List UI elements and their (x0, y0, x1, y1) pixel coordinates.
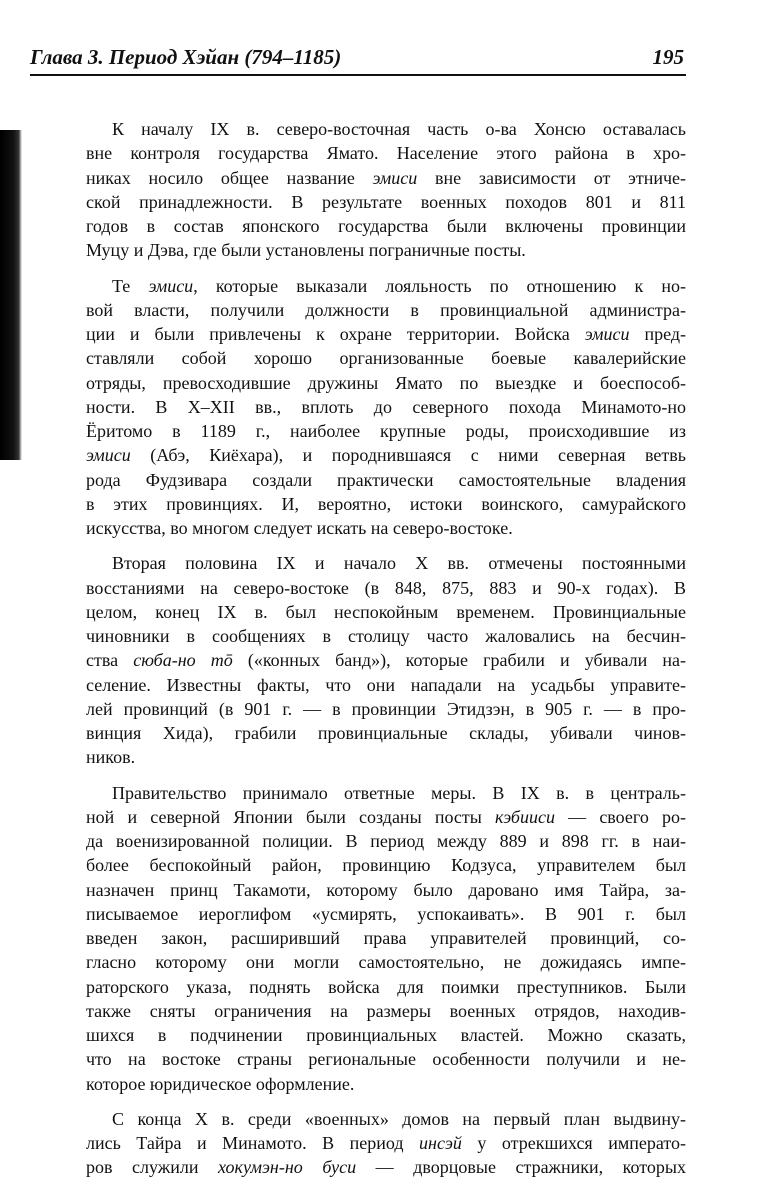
text-line: целом, конец IX в. был неспокойным временем. Провинциальные (86, 601, 686, 622)
text-line: ников. (86, 747, 136, 768)
text-line: ров служили хокумэн-но буси — дворцовые стражники, которых (86, 1157, 686, 1178)
text-line: ской принадлежности. В результате военных походов 801 и 811 (86, 191, 686, 212)
paragraph-1 (86, 117, 686, 263)
text-line: ности. В X–XII вв., вплоть до северного похода Минамото-но (86, 396, 686, 417)
text-line: писываемое иероглифом «усмирять, успокаивать». В 901 г. был (86, 903, 686, 924)
text-line: рода Фудзивара создали практически самостоятельные владения (86, 469, 686, 490)
text-line: Муцу и Дэва, где были установлены пограничные посты. (86, 240, 526, 261)
text-line: искусства, во многом следует искать на северо-востоке. (86, 518, 513, 538)
text-line: С конца X в. среди «военных» домов на первый план выдвину- (112, 1108, 686, 1129)
text-line: Ёритомо в 1189 г., наиболее крупные роды, происходившие из (86, 421, 686, 441)
paragraph-5 (86, 1107, 686, 1180)
text-line: К началу IX в. северо-восточная часть о-ва Хонсю оставалась (112, 119, 686, 139)
text-line: назначен принц Такамоти, которому было даровано имя Тайра, за- (86, 879, 686, 900)
text-line: ства сюба-но тō («конных банд»), которые грабили и убивали на- (86, 650, 686, 671)
text-line: ставляли собой хорошо организованные боевые кавалерийские (86, 348, 686, 369)
running-title: Глава 3. Период Хэйан (794–1185) (30, 45, 342, 69)
text-line: Те эмиси, которые выказали лояльность по отношению к но- (112, 275, 686, 296)
paragraph-3 (86, 551, 686, 769)
page-number: 195 (652, 45, 684, 69)
text-line: в этих провинциях. И, вероятно, истоки воинского, самурайского (86, 493, 686, 514)
paragraph-2 (86, 274, 686, 541)
text-line: также сняты ограничения на размеры военных отрядов, находив- (86, 1000, 686, 1021)
text-line: вой власти, получили должности в провинциальной администра- (86, 299, 686, 320)
text-line: шихся в подчинении провинциальных властей. Можно сказать, (86, 1025, 686, 1045)
text-line: да военизированной полиции. В период между 889 и 898 гг. в наи- (86, 831, 686, 851)
text-line: Правительство принимало ответные меры. В IX в. в централь- (112, 782, 686, 803)
text-line: лись Тайра и Минамото. В период инсэй у отрекшихся императо- (86, 1133, 686, 1153)
paragraph-4 (86, 781, 686, 1096)
body-text (86, 117, 686, 1180)
running-header (30, 44, 686, 76)
text-line: чиновники в сообщениях в столицу часто жаловались на бесчин- (86, 626, 686, 646)
text-line: ной и северной Японии были созданы посты кэбииси — своего ро- (86, 806, 686, 827)
text-line: никах носило общее название эмиси вне зависимости от этниче- (86, 167, 686, 188)
text-line: введен закон, расширивший права управителей провинций, со- (86, 928, 686, 948)
text-line: вне контроля государства Ямато. Население этого района в хро- (86, 143, 686, 164)
text-line: восстаниями на северо-востоке (в 848, 875, 883 и 90-х годах). В (86, 577, 686, 598)
text-line: годов в состав японского государства были включены провинции (86, 216, 686, 236)
text-line: эмиси (Абэ, Киёхара), и породнившаяся с ними северная ветвь (86, 445, 686, 466)
text-line: винция Хида), грабили провинциальные склады, убивали чинов- (86, 723, 686, 743)
text-line: которое юридическое оформление. (86, 1073, 355, 1094)
text-line: более беспокойный район, провинцию Кодзуса, управителем был (86, 855, 686, 876)
text-line: раторского указа, поднять войска для поимки преступников. Были (86, 976, 686, 997)
scan-edge-shadow (0, 130, 22, 460)
text-line: Вторая половина IX и начало X вв. отмечены постоянными (112, 553, 686, 574)
text-line: селение. Известны факты, что они нападали на усадьбы управите- (86, 674, 686, 695)
text-line: лей провинций (в 901 г. — в провинции Этидзэн, в 905 г. — в про- (86, 698, 686, 719)
text-line: ции и были привлечены к охране территории. Войска эмиси пред- (86, 324, 686, 344)
text-line: гласно которому они могли самостоятельно, не дожидаясь импе- (86, 952, 686, 973)
text-line: отряды, превосходившие дружины Ямато по выездке и боеспособ- (86, 372, 686, 393)
text-line: что на востоке страны региональные особенности получили и не- (86, 1049, 686, 1070)
